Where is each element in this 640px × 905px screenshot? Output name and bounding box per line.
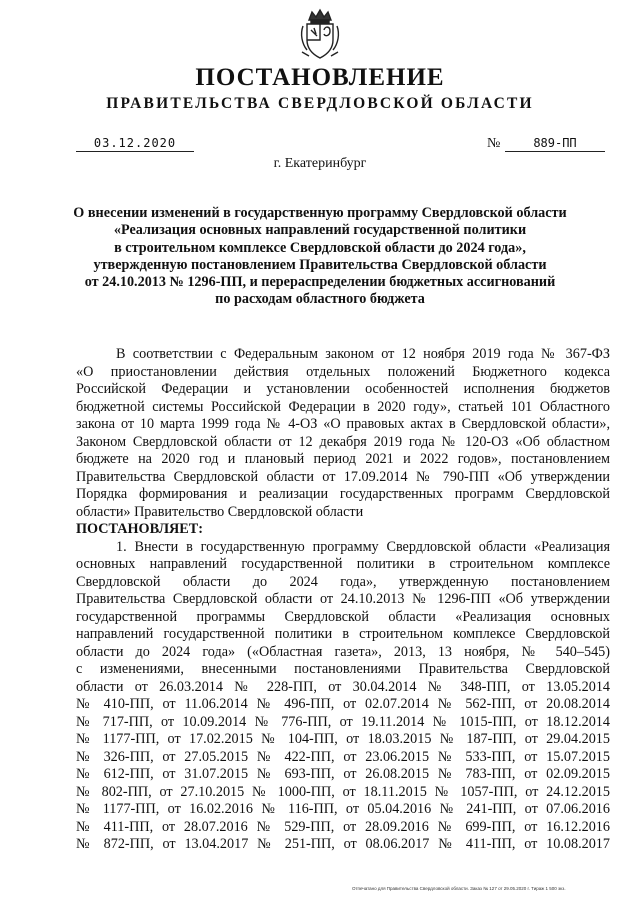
- body-line: Правительства Свердловской области от 24.10.2013 № 1296-ПП «Об утверждении: [76, 591, 610, 607]
- heading-line: по расходам областного бюджета: [215, 291, 425, 308]
- sverdlovsk-coat-of-arms-icon: [299, 6, 341, 60]
- body-line: № 1177-ПП, от 17.02.2015 № 104-ПП, от 18.03.2015 № 187-ПП, от 29.04.2015: [76, 731, 610, 747]
- body-line: Свердловской области до 2024 года», утвержденную постановлением: [76, 573, 610, 590]
- document-body: [76, 346, 610, 854]
- body-line: направлений государственной политики в строительном комплексе Свердловской: [76, 626, 610, 642]
- body-line: № 326-ПП, от 27.05.2015 № 422-ПП, от 23.06.2015 № 533-ПП, от 15.07.2015: [76, 748, 610, 765]
- body-line: № 410-ПП, от 11.06.2014 № 496-ПП, от 02.07.2014 № 562-ПП, от 20.08.2014: [76, 696, 610, 712]
- body-line: закона от 10 марта 1999 года № 4-ОЗ «О правовых актах в Свердловской области»,: [76, 416, 610, 432]
- document-subtitle: ПРАВИТЕЛЬСТВА СВЕРДЛОВСКОЙ ОБЛАСТИ: [106, 95, 534, 112]
- heading-line: от 24.10.2013 № 1296-ПП, и перераспределении бюджетных ассигнований: [84, 274, 556, 291]
- print-footer: Отпечатано для Правительства Свердловской области. Заказ № 127 от 29.05.2020 г. Тираж 1 500 экз.: [352, 886, 566, 891]
- body-line: № 612-ПП, от 31.07.2015 № 693-ПП, от 26.08.2015 № 783-ПП, от 02.09.2015: [76, 766, 610, 782]
- heading-line: в строительном комплексе Свердловской области до 2024 года»,: [114, 239, 526, 256]
- body-line: 1. Внести в государственную программу Свердловской области «Реализация: [116, 538, 610, 555]
- body-line: Порядка формирования и реализации государственных программ Свердловской: [76, 486, 610, 502]
- body-line: Правительства Свердловской области от 17.09.2014 № 790-ПП «Об утверждении: [76, 468, 610, 485]
- document-date: 03.12.2020: [76, 136, 194, 152]
- body-line: № 717-ПП, от 10.09.2014 № 776-ПП, от 19.11.2014 № 1015-ПП, от 18.12.2014: [76, 713, 610, 730]
- body-line: Российской Федерации и установлении особенностей исполнения бюджетов: [76, 381, 610, 397]
- document-number-label: №: [487, 136, 501, 151]
- body-line: области» Правительство Свердловской области: [76, 503, 364, 520]
- body-line: области до 2024 года» («Областная газета», 2013, 13 ноября, № 540–545): [76, 643, 610, 660]
- document-city: г. Екатеринбург: [273, 156, 367, 171]
- document-number: 889-ПП: [505, 136, 605, 152]
- body-line: области от 26.03.2014 № 228-ПП, от 30.04.2014 № 348-ПП, от 13.05.2014: [76, 678, 610, 695]
- body-line: бюджетной системы Российской Федерации в 2020 году», статьей 101 Областного: [76, 398, 610, 415]
- body-line: основных направлений государственной политики в строительном комплексе: [76, 556, 610, 572]
- body-line: Законом Свердловской области от 12 декабря 2019 года № 120-ОЗ «Об областном: [76, 433, 610, 450]
- body-line: № 802-ПП, от 27.10.2015 № 1000-ПП, от 18.11.2015 № 1057-ПП, от 24.12.2015: [76, 783, 610, 800]
- document-heading: [60, 205, 580, 309]
- heading-line: утвержденную постановлением Правительства Свердловской области: [93, 256, 547, 273]
- body-line: бюджете на 2020 год и плановый период 2021 и 2022 годов», постановлением: [76, 451, 610, 467]
- heading-line: «Реализация основных направлений государственной политики: [113, 222, 527, 239]
- body-line: № 872-ПП, от 13.04.2017 № 251-ПП, от 08.06.2017 № 411-ПП, от 10.08.2017: [76, 836, 610, 852]
- heading-line: О внесении изменений в государственную программу Свердловской области: [73, 205, 567, 221]
- body-line: «О приостановлении действия отдельных положений Бюджетного кодекса: [76, 363, 610, 380]
- body-line: В соответствии с Федеральным законом от 12 ноября 2019 года № 367-ФЗ: [116, 346, 610, 362]
- body-line: с изменениями, внесенными постановлениями Правительства Свердловской: [76, 661, 610, 677]
- body-line: № 1177-ПП, от 16.02.2016 № 116-ПП, от 05.04.2016 № 241-ПП, от 07.06.2016: [76, 801, 610, 817]
- resolves-label: ПОСТАНОВЛЯЕТ:: [76, 521, 203, 537]
- body-line: государственной программы Свердловской области «Реализация основных: [76, 608, 610, 625]
- document-title: ПОСТАНОВЛЕНИЕ: [195, 64, 445, 91]
- body-line: № 411-ПП, от 28.07.2016 № 529-ПП, от 28.09.2016 № 699-ПП, от 16.12.2016: [76, 818, 610, 835]
